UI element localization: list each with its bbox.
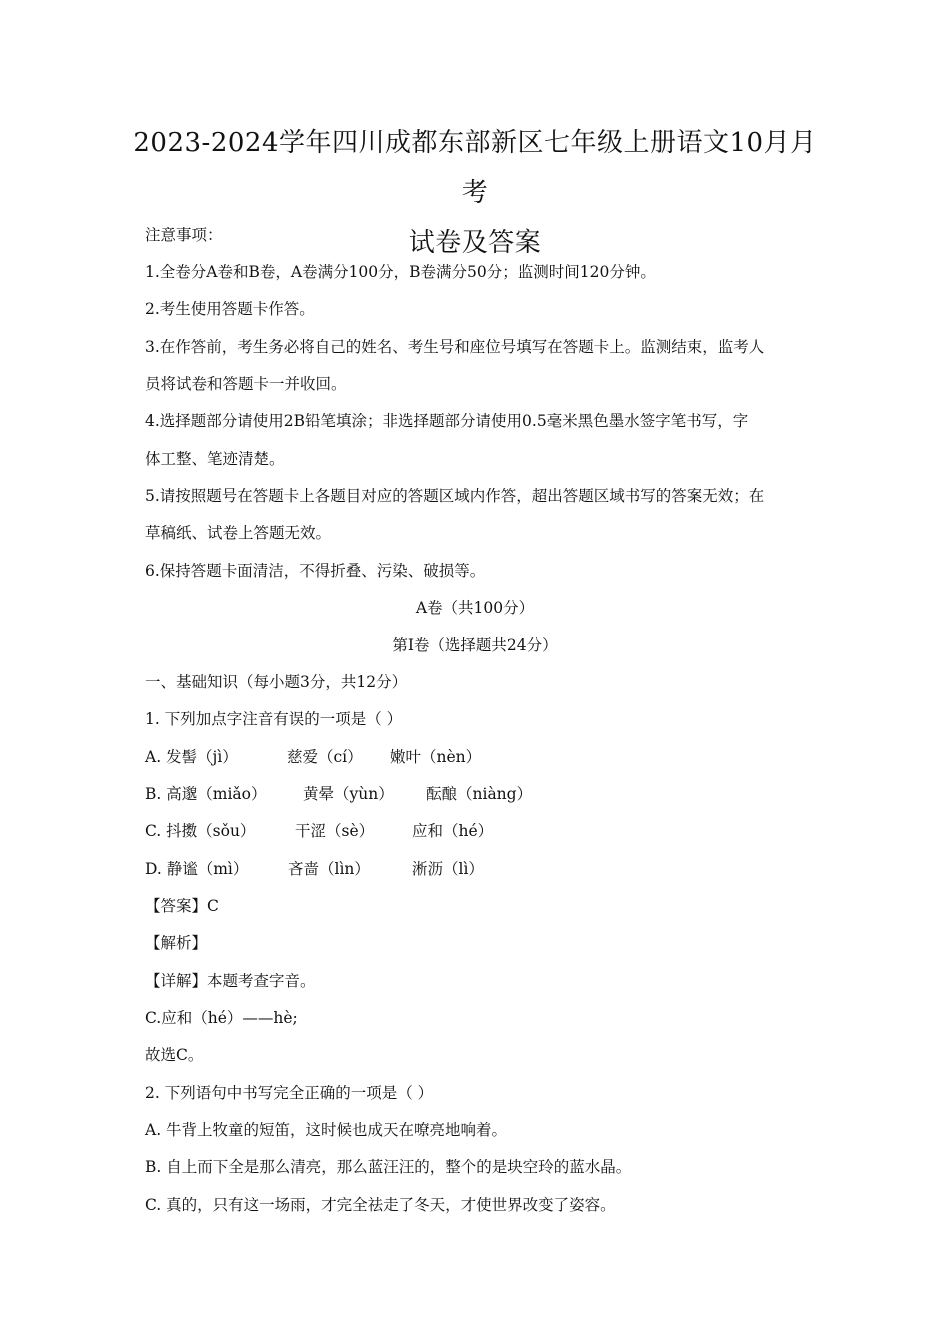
q1-c-3: 应和（hé）	[412, 822, 494, 840]
q1-d-3: 淅沥（lì）	[412, 860, 484, 878]
notes-heading: 注意事项：	[145, 226, 223, 244]
q1-c-2: 干涩（sè）	[295, 822, 375, 840]
q1-option-d	[145, 858, 815, 880]
q1-a-3: 嫩叶（nèn）	[390, 748, 482, 766]
note-2: 2.考生使用答题卡作答。	[145, 300, 315, 318]
note-4-line-1: 4.选择题部分请使用2B铅笔填涂；非选择题部分请使用0.5毫米黑色墨水签字笔书写，字	[145, 412, 749, 430]
q1-d-1: D. 静谧（mì）	[145, 860, 249, 878]
q1-d-2: 吝啬（lìn）	[288, 860, 370, 878]
q2-option-c: C. 真的，只有这一场雨，才完全祛走了冬天，才使世界改变了姿容。	[145, 1196, 616, 1214]
note-3-line-1: 3.在作答前，考生务必将自己的姓名、考生号和座位号填写在答题卡上。监测结束，监考人	[145, 338, 765, 356]
title-line-1: 2023-2024学年四川成都东部新区七年级上册语文10月月考	[133, 128, 817, 208]
note-1: 1.全卷分A卷和B卷，A卷满分100分，B卷满分50分；监测时间120分钟。	[145, 263, 656, 281]
note-4-line-2: 体工整、笔迹清楚。	[145, 450, 285, 468]
q1-option-b	[145, 783, 815, 805]
q1-b-1: B. 高邈（miǎo）	[145, 785, 267, 803]
q1-b-2: 黄晕（yùn）	[303, 785, 394, 803]
note-5-line-2: 草稿纸、试卷上答题无效。	[145, 524, 332, 542]
section-basic-knowledge: 一、基础知识（每小题3分，共12分）	[145, 673, 408, 691]
q1-a-1: A. 发髻（jì）	[145, 748, 238, 766]
title-line-2: 试卷及答案	[408, 228, 542, 258]
q2-stem: 2. 下列语句中书写完全正确的一项是（ ）	[145, 1084, 434, 1102]
section-a-volume: A卷（共100分）	[415, 599, 535, 617]
q1-option-c	[145, 820, 815, 842]
q1-a-2: 慈爱（cí）	[287, 748, 363, 766]
q2-option-a: A. 牛背上牧童的短笛，这时候也成天在嘹亮地响着。	[145, 1121, 508, 1139]
q1-c-1: C. 抖擞（sǒu）	[145, 822, 256, 840]
q1-analysis: 【解析】	[145, 934, 208, 952]
q1-explanation: C.应和（hé）——hè;	[145, 1009, 298, 1027]
q1-detail: 【详解】本题考查字音。	[145, 972, 316, 990]
q1-option-a	[145, 746, 815, 768]
q1-b-3: 酝酿（niàng）	[426, 785, 533, 803]
note-5-line-1: 5.请按照题号在答题卡上各题目对应的答题区域内作答，超出答题区域书写的答案无效；在	[145, 487, 765, 505]
q1-stem: 1. 下列加点字注音有误的一项是（ ）	[145, 710, 403, 728]
note-3-line-2: 员将试卷和答题卡一并收回。	[145, 375, 347, 393]
q1-conclusion: 故选C。	[145, 1046, 204, 1064]
q2-option-b: B. 自上而下全是那么清亮，那么蓝汪汪的，整个的是块空玲的蓝水晶。	[145, 1158, 632, 1176]
q1-answer: 【答案】C	[145, 897, 219, 915]
section-part-1: 第Ⅰ卷（选择题共24分）	[392, 636, 558, 654]
note-6: 6.保持答题卡面清洁，不得折叠、污染、破损等。	[145, 562, 486, 580]
